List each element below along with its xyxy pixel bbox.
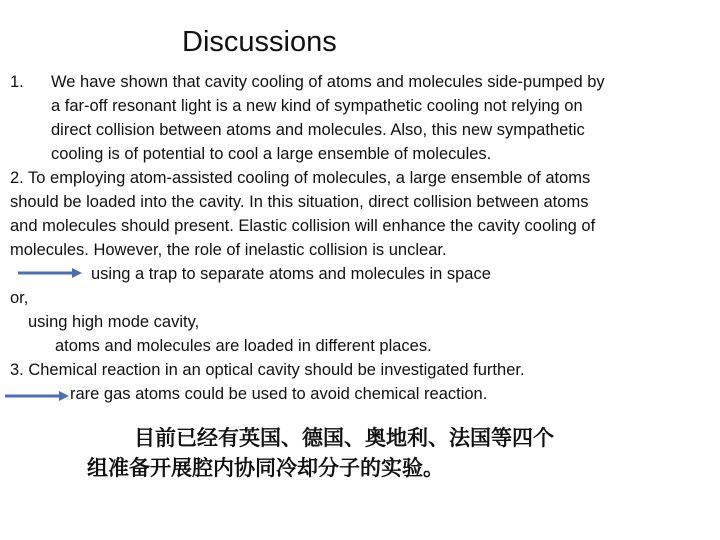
item2-line-1: 2. To employing atom-assisted cooling of molecules, a large ensemble of atoms	[10, 169, 591, 187]
item1-line-2: a far-off resonant light is a new kind of sympathetic cooling not relying on	[51, 97, 583, 115]
item2-arrow-text: using a trap to separate atoms and molecules in space	[91, 265, 491, 283]
item1-number: 1.	[10, 73, 24, 91]
item2-alt-1: using high mode cavity,	[28, 313, 200, 331]
right-arrow-icon	[18, 268, 82, 278]
item2-line-3: and molecules should present. Elastic collision will enhance the cavity cooling of	[10, 217, 596, 235]
slide-title: Discussions	[182, 26, 337, 58]
item2-alt-2: atoms and molecules are loaded in different places.	[55, 337, 432, 355]
item3-arrow-text: rare gas atoms could be used to avoid chemical reaction.	[70, 385, 488, 403]
chinese-note-line-1: 目前已经有英国、德国、奥地利、法国等四个	[134, 426, 554, 450]
item3-line: 3. Chemical reaction in an optical cavity should be investigated further.	[10, 361, 525, 379]
item2-line-2: should be loaded into the cavity. In this situation, direct collision between atoms	[10, 193, 589, 211]
item1-line-1: We have shown that cavity cooling of atoms and molecules side-pumped by	[51, 73, 605, 91]
item1-line-4: cooling is of potential to cool a large ensemble of molecules.	[51, 145, 492, 163]
item2-line-4: molecules. However, the role of inelastic collision is unclear.	[10, 241, 447, 259]
item1-line-3: direct collision between atoms and molecules. Also, this new sympathetic	[51, 121, 585, 139]
chinese-note-line-2: 组准备开展腔内协同冷却分子的实验。	[87, 456, 444, 480]
right-arrow-icon	[5, 391, 69, 401]
item2-or: or,	[10, 289, 29, 307]
